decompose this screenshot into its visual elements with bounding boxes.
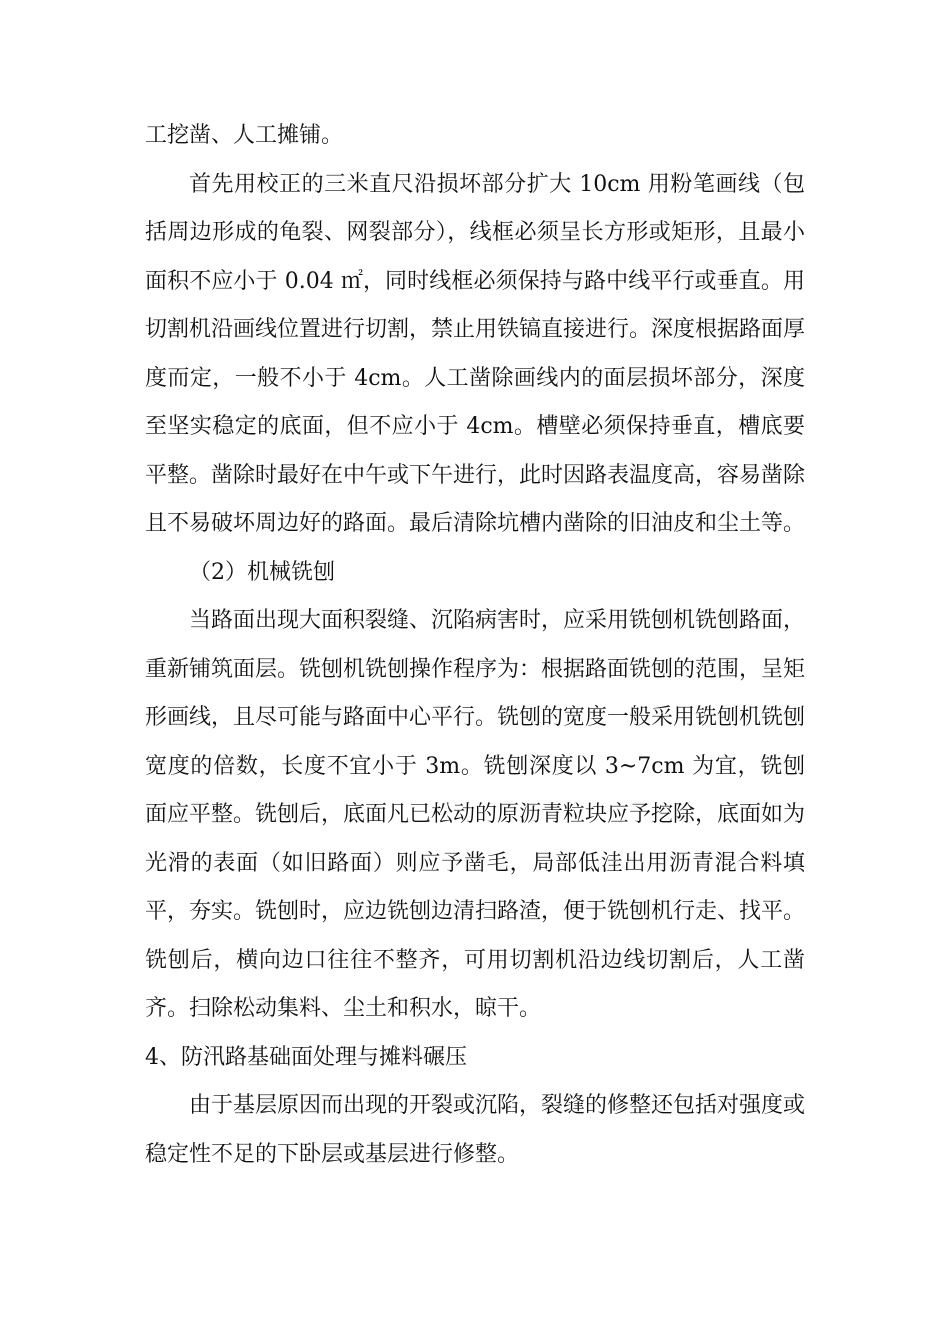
paragraph-milling-procedure: 当路面出现大面积裂缝、沉陷病害时，应采用铣刨机铣刨路面，重新铺筑面层。铣刨机铣刨操作程序为：根据路面铣刨的范围，呈矩形画线，且尽可能与路面中心平行。铣刨的宽度一般采用铣刨机铣刨宽度的倍数，长度不宜小于 3m。铣刨深度以 3~7cm 为宜，铣刨面应平整。铣刨后，底面凡已松动的原沥青粒块应予挖除，底面如为光滑的表面（如旧路面）则应予凿毛，局部低洼出用沥青混合料填平，夯实。铣刨时，应边铣刨边清扫路渣，便于铣刨机行走、找平。铣刨后，横向边口往往不整齐，可用切割机沿边线切割后，人工凿齐。扫除松动集料、尘土和积水，晾干。: [145, 608, 806, 1021]
section-heading-4: 4、防汛路基础面处理与摊料碾压: [145, 1044, 467, 1070]
subheading-mechanical-milling: （2）机械铣刨: [189, 559, 335, 585]
paragraph-manual-cutting: 首先用校正的三米直尺沿损坏部分扩大 10cm 用粉笔画线（包括周边形成的龟裂、网裂部分），线框必须呈长方形或矩形，且最小面积不应小于 0.04 ㎡，同时线框必须保持与路中线平行或垂直。用切割机沿画线位置进行切割，禁止用铁镐直接进行。深度根据路面厚度而定，一般不小于 4cm。人工凿除画线内的面层损坏部分，深度至坚实稳定的底面，但不应小于 4cm。槽壁必须保持垂直，槽底要平整。凿除时最好在中午或下午进行，此时因路表温度高，容易凿除且不易破坏周边好的路面。最后清除坑槽内凿除的旧油皮和尘土等。: [145, 171, 806, 536]
document-body: [145, 112, 805, 1179]
paragraph-continuation: 工挖凿、人工摊铺。: [145, 123, 344, 148]
paragraph-base-repair: 由于基层原因而出现的开裂或沉陷，裂缝的修整还包括对强度或稳定性不足的下卧层或基层进行修整。: [145, 1093, 806, 1167]
